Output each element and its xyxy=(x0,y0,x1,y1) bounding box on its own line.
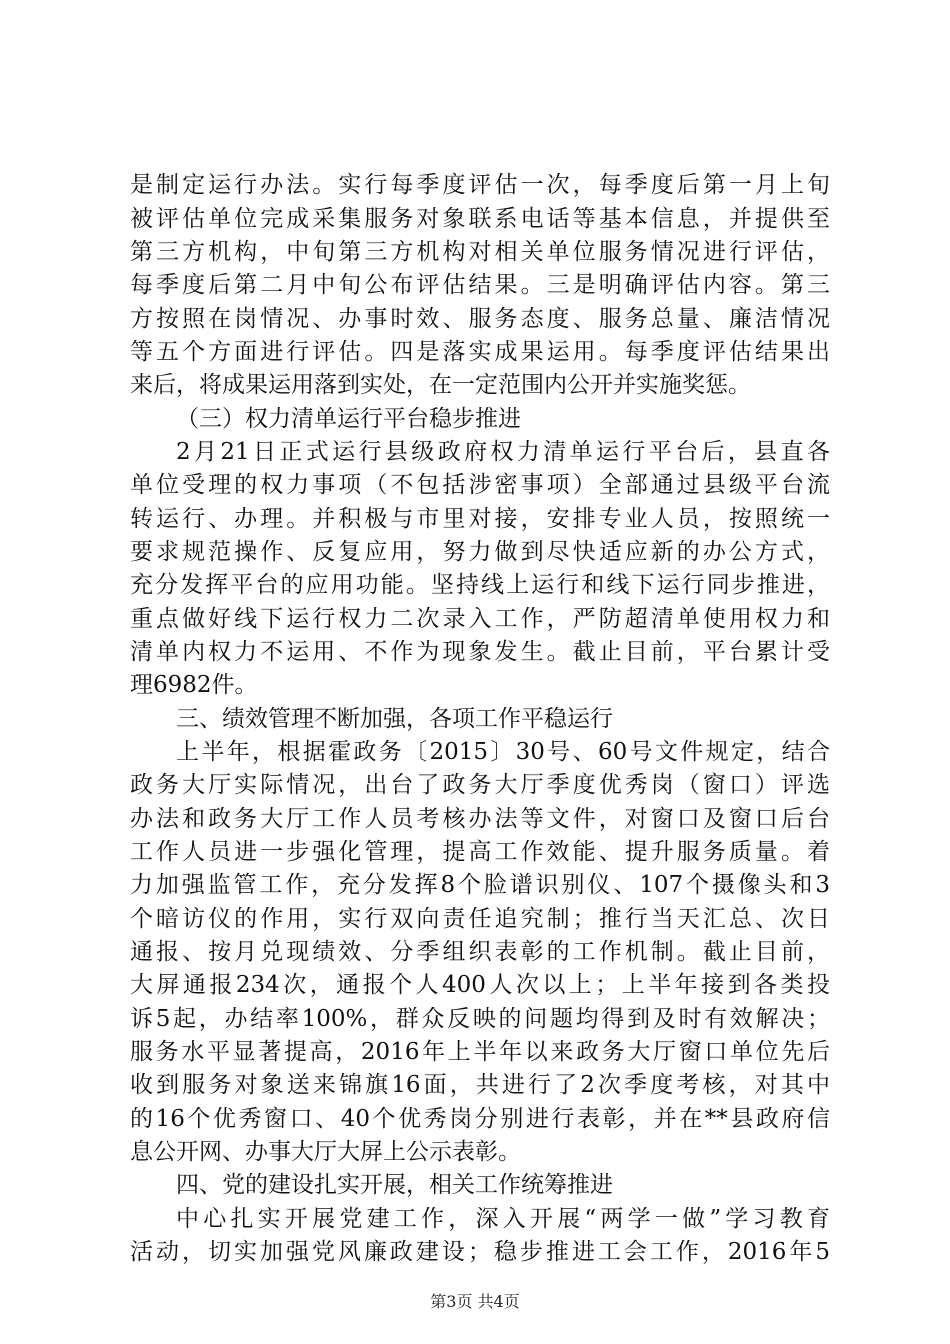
body-text-line: 转运行、办理。并积极与市里对接，安排专业人员，按照统一 xyxy=(130,506,830,532)
body-text-line: 是制定运行办法。实行每季度评估一次，每季度后第一月上旬 xyxy=(130,172,830,198)
body-text-line: 中心扎实开展党建工作，深入开展“两学一做”学习教育 xyxy=(176,1206,830,1232)
body-text-line: 被评估单位完成采集服务对象联系电话等基本信息，并提供至 xyxy=(130,206,830,232)
body-text-line: 每季度后第二月中旬公布评估结果。三是明确评估内容。第三 xyxy=(130,272,830,298)
body-text-line: 服务水平显著提高，2016年上半年以来政务大厅窗口单位先后 xyxy=(130,1039,830,1065)
body-text-line: 工作人员进一步强化管理，提高工作效能、提升服务质量。着 xyxy=(130,839,830,865)
body-text-line: 政务大厅实际情况，出台了政务大厅季度优秀岗（窗口）评选 xyxy=(130,772,830,798)
body-text-line: 等五个方面进行评估。四是落实成果运用。每季度评估结果出 xyxy=(130,339,830,365)
body-text-line: 充分发挥平台的应用功能。坚持线上运行和线下运行同步推进， xyxy=(130,572,830,598)
section-heading: 四、党的建设扎实开展，相关工作统筹推进 xyxy=(176,1172,613,1198)
body-text-line: 收到服务对象送来锦旗16面，共进行了2次季度考核，对其中 xyxy=(130,1072,830,1098)
section-heading: 三、绩效管理不断加强，各项工作平稳运行 xyxy=(176,706,613,732)
body-text-line: 息公开网、办事大厅大屏上公示表彰。 xyxy=(130,1139,521,1165)
body-text-line: 理6982件。 xyxy=(130,672,258,698)
body-text-line: 来后，将成果运用落到实处，在一定范围内公开并实施奖惩。 xyxy=(130,372,751,398)
body-text-line: 重点做好线下运行权力二次录入工作，严防超清单使用权力和 xyxy=(130,606,830,632)
body-text-line: 的16个优秀窗口、40个优秀岗分别进行表彰，并在**县政府信 xyxy=(130,1106,830,1132)
body-text-line: 2月21日正式运行县级政府权力清单运行平台后，县直各 xyxy=(176,439,830,465)
page-number-footer: 第3页 共4页 xyxy=(430,1292,520,1311)
body-text-line: 大屏通报234次，通报个人400人次以上；上半年接到各类投 xyxy=(130,972,830,998)
body-text-line: 上半年，根据霍政务〔2015〕30号、60号文件规定，结合 xyxy=(176,739,830,765)
body-text-line: 清单内权力不运用、不作为现象发生。截止目前，平台累计受 xyxy=(130,639,830,665)
body-text-line: 办法和政务大厅工作人员考核办法等文件，对窗口及窗口后台 xyxy=(130,806,830,832)
body-text-line: 要求规范操作、反复应用，努力做到尽快适应新的办公方式， xyxy=(130,539,830,565)
body-text-line: 个暗访仪的作用，实行双向责任追究制；推行当天汇总、次日 xyxy=(130,906,830,932)
body-text-line: 方按照在岗情况、办事时效、服务态度、服务总量、廉洁情况 xyxy=(130,306,830,332)
body-text-line: 单位受理的权力事项（不包括涉密事项）全部通过县级平台流 xyxy=(130,472,830,498)
section-heading: （三）权力清单运行平台稳步推进 xyxy=(176,406,521,432)
body-text-line: 诉5起，办结率100%，群众反映的问题均得到及时有效解决； xyxy=(130,1006,830,1032)
body-text-line: 力加强监管工作，充分发挥8个脸谱识别仪、107个摄像头和3 xyxy=(130,872,830,898)
body-text-line: 通报、按月兑现绩效、分季组织表彰的工作机制。截止目前， xyxy=(130,939,830,965)
body-text-line: 活动，切实加强党风廉政建设；稳步推进工会工作，2016年5 xyxy=(130,1239,830,1265)
body-text-line: 第三方机构，中旬第三方机构对相关单位服务情况进行评估， xyxy=(130,239,830,265)
